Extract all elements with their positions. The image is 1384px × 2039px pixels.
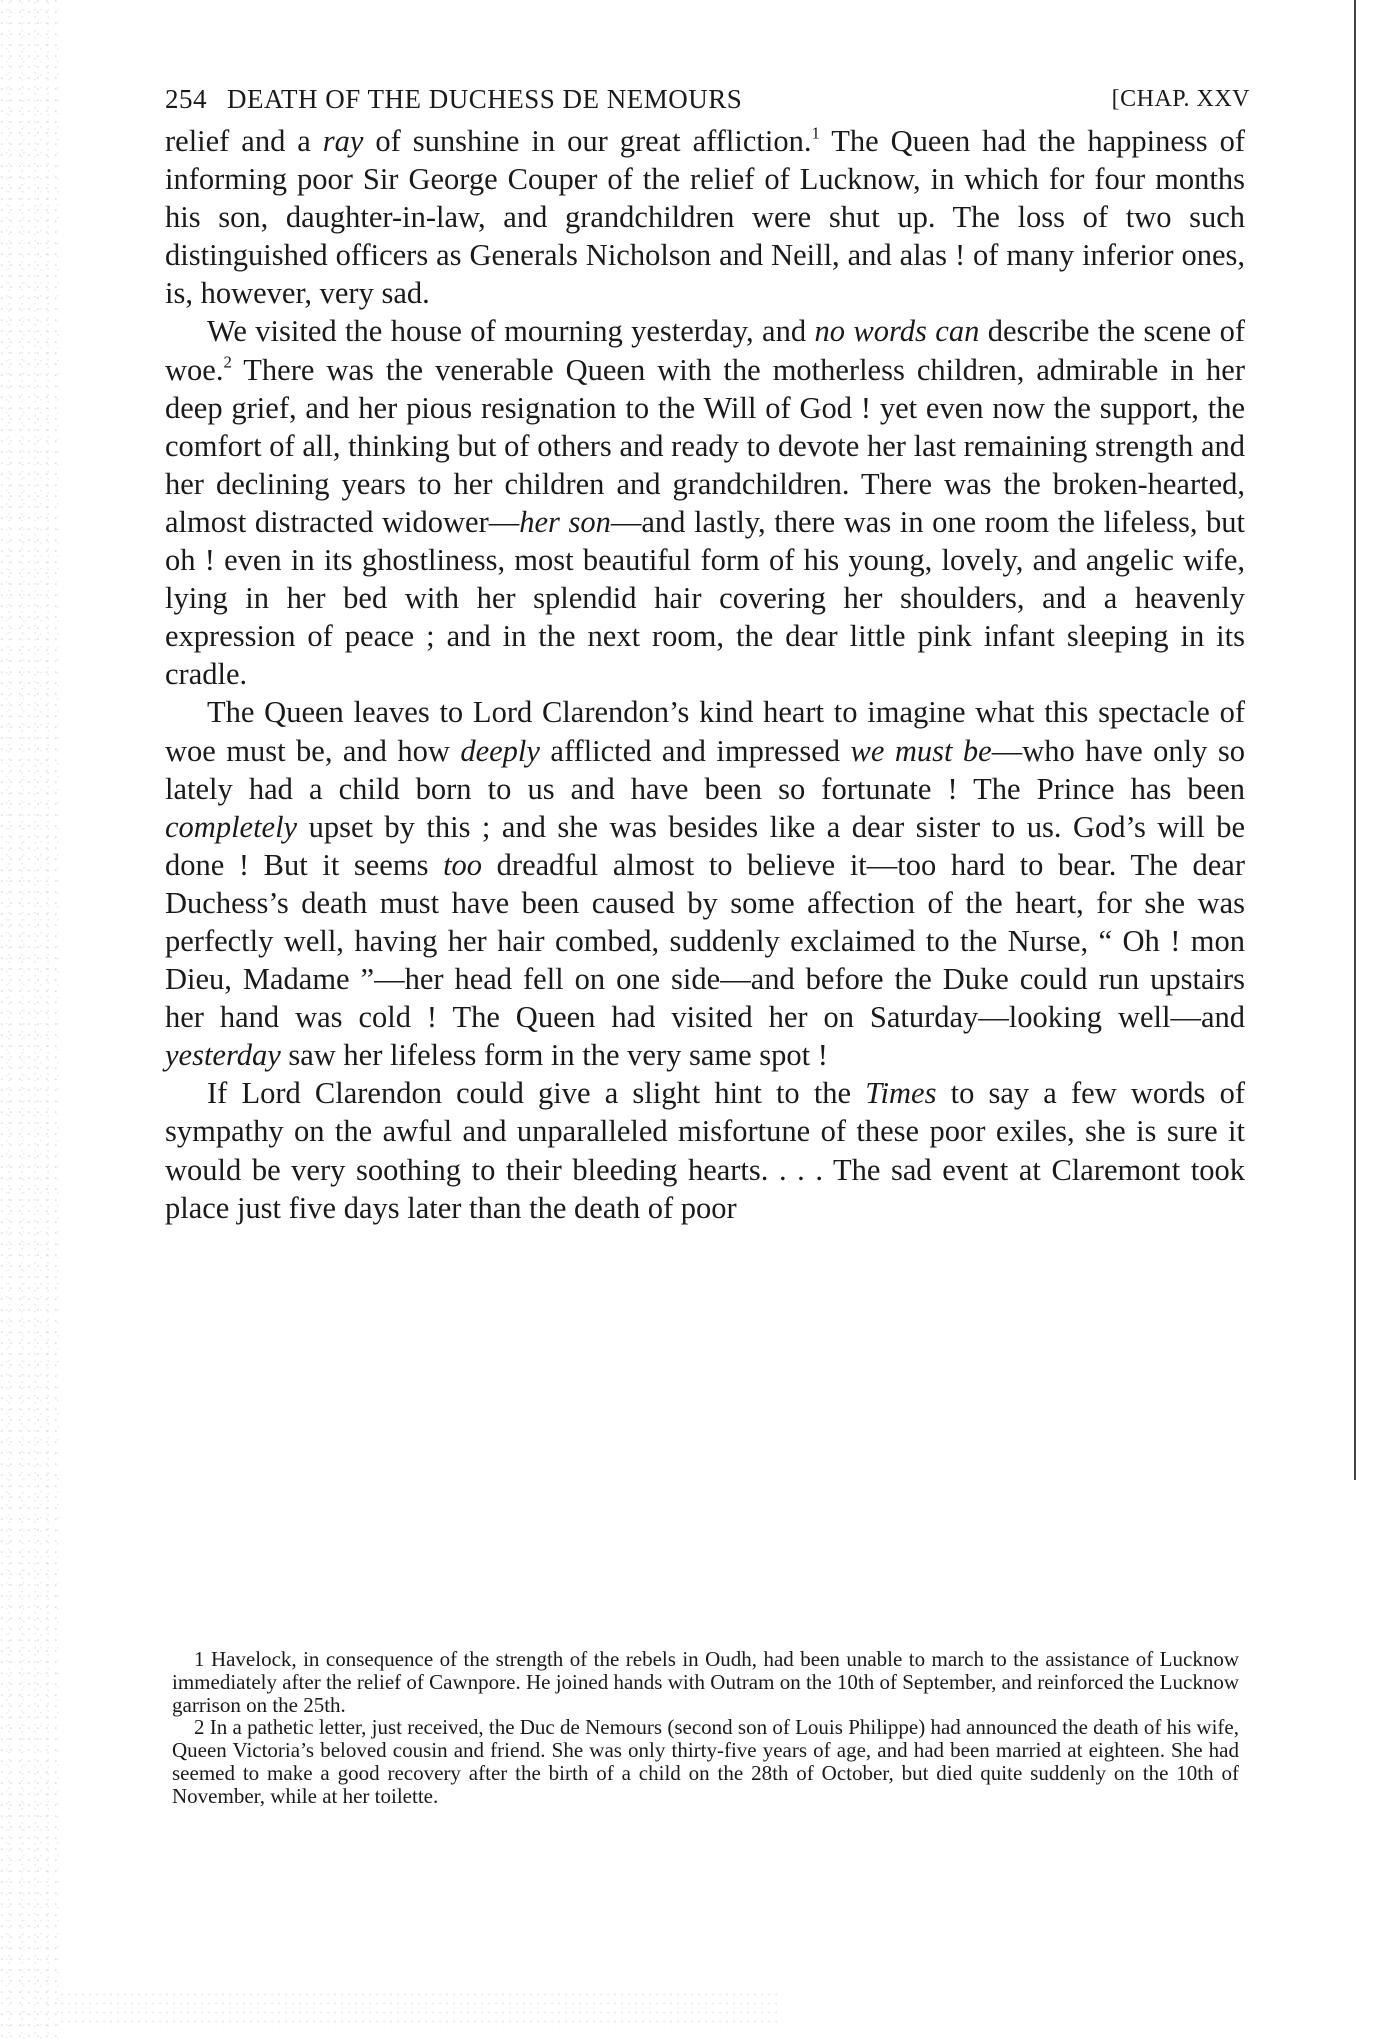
text-run-italic: no words can xyxy=(814,314,980,349)
text-run: afflicted and impressed xyxy=(539,733,851,768)
footnote-text: Havelock, in consequence of the strength of the rebels in Oudh, had been unable to march to the assistance of Lucknow immediately after the relief of Cawnpore. He joined hands with Outram on the 10th of September, and reinforced the Lucknow garrison on the 25th. xyxy=(172,1647,1239,1717)
running-head xyxy=(165,76,1250,122)
text-run: relief and a xyxy=(165,124,323,158)
text-run-italic: completely xyxy=(165,809,298,844)
text-run: upset by this ; and she was besides like a dear sister to us. God’s will be done ! But it seems xyxy=(165,809,1245,882)
paragraph-2 xyxy=(165,312,1245,693)
page-number: 254 xyxy=(165,84,207,114)
footnotes xyxy=(172,1648,1239,1808)
text-run: The Queen had the happiness of informing poor Sir George Couper of the relief of Lucknow, in which for four months his son, daughter-in-law, and grandchildren were shut up. The loss of two such distinguished officers as Generals Nicholson and Neill, and alas ! of many inferior ones, is, however, very sad. xyxy=(165,124,1245,311)
text-run: of sunshine in our great affliction. xyxy=(363,124,812,158)
text-run: —who have only so lately had a child born to us and have been so fortunate ! The Prince has been xyxy=(165,733,1245,806)
running-head-title: DEATH OF THE DUCHESS DE NEMOURS xyxy=(227,84,743,114)
footnote-number: 1 xyxy=(194,1647,205,1671)
text-run: The Queen leaves to Lord Clarendon’s kind heart to imagine what this spectacle of woe must be, and how xyxy=(165,695,1245,768)
scan-speckle-left xyxy=(0,0,60,2039)
footnote-number: 2 xyxy=(194,1715,205,1740)
text-run: —and lastly, there was in one room the lifeless, but oh ! even in its ghostliness, most beautiful form of his young, lovely, and angelic wife, lying in her bed with her splendid hair covering her shoulders, and a heavenly expression of peace ; and in the next room, the dear little pink infant sleeping in its cradle. xyxy=(165,504,1246,692)
body-text xyxy=(165,122,1245,1227)
text-run-italic: her son xyxy=(519,504,611,539)
text-run-italic: ray xyxy=(322,124,364,158)
text-run-italic: we must be xyxy=(850,733,992,768)
text-run-italic: too xyxy=(443,847,483,882)
text-run: saw her lifeless form in the very same spot ! xyxy=(280,1038,828,1073)
footnote-text: In a pathetic letter, just received, the Duc de Nemours (second son of Louis Philippe) had announced the death of his wife, Queen Victoria’s beloved cousin and friend. She was only thirty-five years of age, and had been married at eighteen. She had seemed to make a good recovery after the birth of a child on the 28th of October, but died quite suddenly on the 10th of November, while at her toilette. xyxy=(172,1715,1239,1808)
text-run-italic: Times xyxy=(865,1076,937,1111)
scan-speckle-bottom xyxy=(60,1990,780,2030)
paragraph-3 xyxy=(165,693,1245,1074)
footnote-2 xyxy=(172,1716,1239,1807)
text-run-italic: yesterday xyxy=(165,1038,281,1073)
book-page xyxy=(165,76,1250,1227)
paragraph-4 xyxy=(165,1074,1245,1226)
text-run-italic: deeply xyxy=(460,733,540,768)
footnote-ref-2: 2 xyxy=(223,351,232,371)
page-edge-line xyxy=(1354,0,1356,1480)
text-run: We visited the house of mourning yesterday, and xyxy=(207,314,815,349)
footnote-ref-1: 1 xyxy=(811,123,820,143)
text-run: If Lord Clarendon could give a slight hint to the xyxy=(207,1076,866,1111)
text-run: describe the scene of woe. xyxy=(165,314,1245,387)
text-run: to say a few words of sympathy on the awful and unparalleled misfortune of these poor exiles, she is sure it would be very soothing to their bleeding hearts. . . . The sad event at Claremont took place just five days later than the death of poor xyxy=(165,1076,1245,1225)
text-run: dreadful almost to believe it—too hard to bear. The dear Duchess’s death must have been caused by some affection of the heart, for she was perfectly well, having her hair combed, suddenly exclaimed to the Nurse, “ Oh ! mon Dieu, Madame ”—her head fell on one side—and before the Duke could run upstairs her hand was cold ! The Queen had visited her on Saturday—looking well—and xyxy=(165,847,1245,1035)
chapter-label: [CHAP. XXV xyxy=(1111,86,1250,112)
paragraph-1 xyxy=(165,122,1245,312)
text-run: There was the venerable Queen with the motherless children, admirable in her deep grief, and her pious resignation to the Will of God ! yet even now the support, the comfort of all, thinking but of others and ready to devote her last remaining strength and her declining years to her children and grandchildren. There was the broken-hearted, almost distracted widower— xyxy=(165,352,1245,539)
footnote-1 xyxy=(172,1648,1239,1716)
